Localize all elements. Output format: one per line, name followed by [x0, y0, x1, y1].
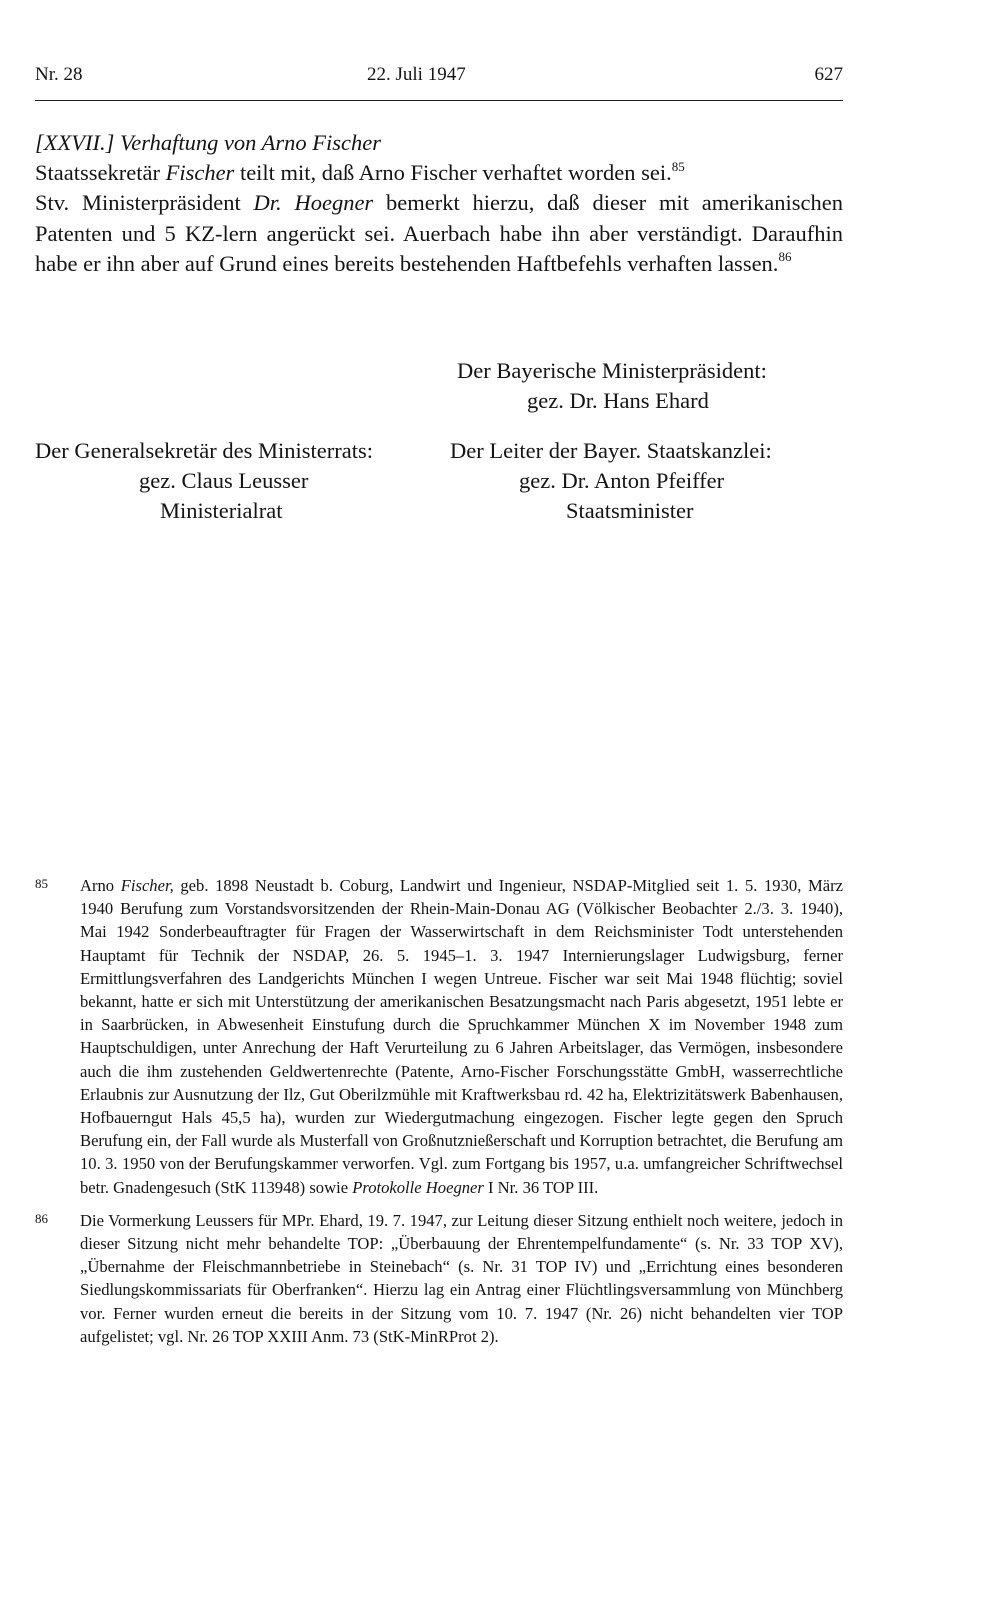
footnote-86 [35, 1209, 843, 1348]
paragraph-1 [35, 158, 843, 188]
section-heading [35, 128, 843, 158]
header-date: 22. Juli 1947 [367, 64, 466, 85]
page-number: 627 [814, 64, 843, 85]
footnote-number: 85 [35, 876, 48, 891]
signature-mp-title: Der Bayerische Ministerpräsident: [457, 358, 767, 383]
footnote-86-text: Die Vormerkung Leussers für MPr. Ehard, 19. 7. 1947, zur Leitung dieser Sitzung enthielt noch weitere, jedoch in dieser Sitzung nicht mehr behandelte TOP: „Überbauung der Ehrentempelfundamente“ (s. Nr. 33 TOP XV), „Übernahme der Fleischmannbetriebe in Steinebach“ (s. Nr. 31 TOP IV) und „Errichtung eines besonderen Siedlungskommissariats für Oberfranken“. Hierzu lag ein Antrag einer Flüchtlingsversammlung von Münchberg vor. Ferner wurden erneut die bereits in der Sitzung vom 10. 7. 1947 (Nr. 26) nicht behandelten vier TOP aufgelistet; vgl. Nr. 26 TOP XXIII Anm. 73 (StK-MinRProt 2). [80, 1210, 843, 1346]
footnote-ref-86: 86 [778, 249, 792, 265]
signature-sk-title: Der Leiter der Bayer. Staatskanzlei: [450, 438, 772, 463]
paragraph-1-before: Staatssekretär [35, 160, 166, 186]
paragraph-1-after: teilt mit, daß Arno Fischer verhaftet worden sei. [234, 160, 672, 186]
footnote-number: 86 [35, 1210, 48, 1226]
signature-gs-title: Der Generalsekretär des Ministerrats: [35, 438, 373, 463]
section-number: [XXVII.] [35, 130, 115, 155]
footnote-85-tail: I Nr. 36 TOP III. [483, 1177, 599, 1197]
footnote-85-text: geb. 1898 Neustadt b. Coburg, Landwirt und Ingenieur, NSDAP-Mitglied seit 1. 5. 1930, März 1940 Berufung zum Vorstandsvorsitzenden der Rhein-Main-Donau AG (Völkischer Beobachter 2./3. 3. 1940), Mai 1942 Sonderbeauftragter für Fragen der Wasserwirtschaft in dem Reichsminister Todt unterstehenden Hauptamt für Technik der NSDAP, 26. 5. 1945–1. 3. 1947 Internierungslager Ludwigsburg, ferner Ermittlungsverfahren des Landgerichts München I wegen Untreue. Fischer war seit Mai 1948 flüchtig; soviel bekannt, hatte er sich mit Unterstützung der amerikanischen Besatzungsmacht nach Paris abgesetzt, 1951 lebte er in Saarbrücken, in Abwesenheit Einstufung durch die Spruchkammer München X im November 1948 zum Hauptschuldigen, unter Anrechung der Haft Verurteilung zu 6 Jahren Arbeitslager, das Vermögen, insbesondere auch die ihm zustehenden Geldwertenrechte (Patente, Arno-Fischer Forschungsstätte GmbH, wasserrechtliche Erlaubnis zur Ausnutzung der Ilz, Gut Oberilzmühle mit Kraftwerksbau rd. 42 ha, Elektrizitätswerk Babenhausen, Hofbauerngut Hals 45,5 ha), wurden zur Wiedergutmachung eingezogen. Fischer legte gegen den Spruch Berufung ein, der Fall wurde als Musterfall von Großnutznießerschaft und Korruption betrachtet, die Berufung am 10. 3. 1950 von der Berufungskammer verworfen. Vgl. zum Fortgang bis 1957, u.a. umfangreicher Schriftwechsel betr. Gnadengesuch (StK 113948) sowie [80, 876, 843, 1197]
signature-gs-name: gez. Claus Leusser [139, 468, 309, 493]
main-text [35, 128, 843, 279]
signature-mp-name: gez. Dr. Hans Ehard [527, 388, 709, 413]
paragraph-2 [35, 188, 843, 279]
signature-gs-rank: Ministerialrat [160, 498, 283, 523]
paragraph-2-after: bemerkt hierzu, daß dieser mit amerikanischen Patenten und 5 KZ-lern angerückt sei. Auerbach habe ihn aber verständigt. Daraufhin habe er ihn aber auf Grund eines bereits bestehenden Haftbefehls verhaften lassen. [35, 190, 843, 276]
paragraph-1-name: Fischer [165, 160, 235, 186]
footnote-85-lead: Arno [80, 876, 121, 895]
section-title: Verhaftung von Arno Fischer [119, 130, 382, 155]
paragraph-2-before: Stv. Ministerpräsident [35, 190, 254, 216]
paragraph-2-name: Dr. Hoegner [253, 190, 374, 216]
footnote-85-ref: Protokolle Hoegner [352, 1177, 484, 1197]
footnote-ref-85: 85 [671, 158, 685, 174]
footnote-85 [35, 874, 843, 1199]
footnote-85-name: Fischer, [120, 876, 174, 895]
signature-sk-name: gez. Dr. Anton Pfeiffer [519, 468, 725, 493]
document-number: Nr. 28 [35, 64, 83, 85]
signature-sk-rank: Staatsminister [566, 498, 694, 523]
header-rule [35, 100, 843, 101]
footnotes [35, 874, 843, 1358]
